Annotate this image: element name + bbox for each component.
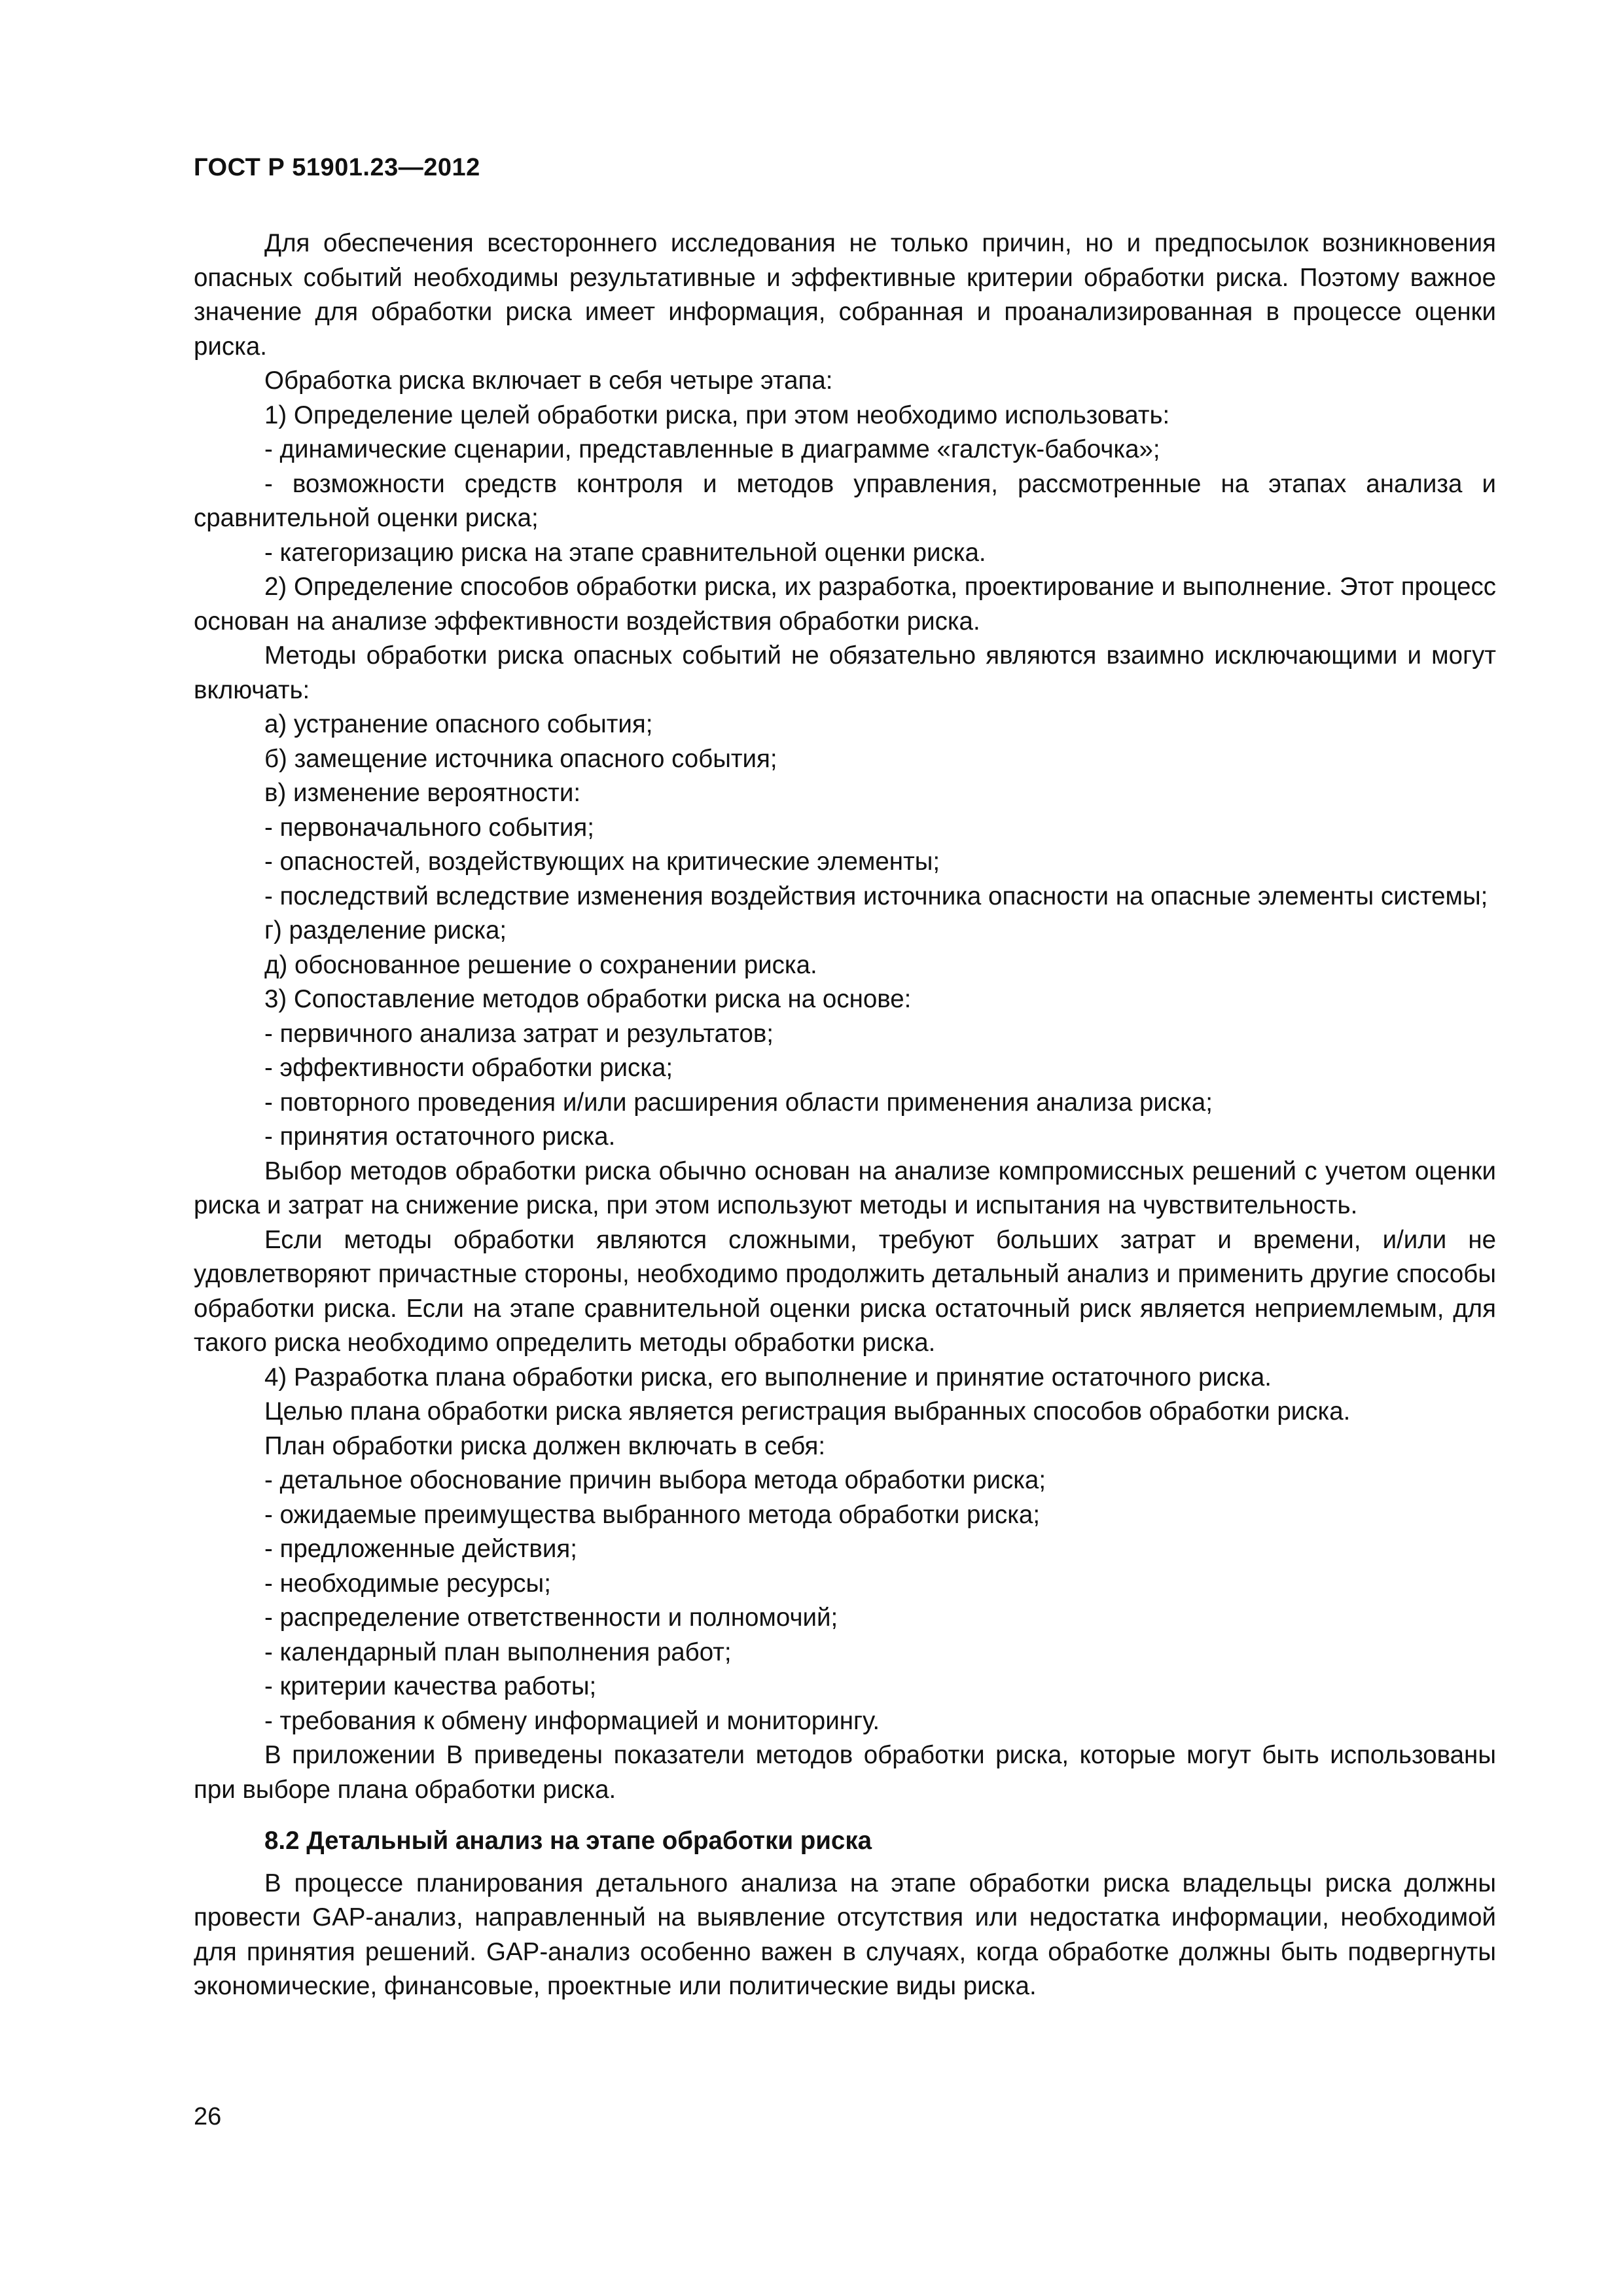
- list-item-stage-1: 1) Определение целей обработки риска, при этом необходимо использовать:: [264, 401, 1170, 429]
- list-item-letter: д) обоснованное решение о сохранении риска.: [264, 950, 817, 979]
- list-item-bullet: - критерии качества работы;: [264, 1672, 597, 1700]
- list-item-bullet: - повторного проведения и/или расширения области применения анализа риска;: [264, 1088, 1213, 1117]
- list-item-letter: г) разделение риска;: [264, 916, 507, 944]
- list-item-bullet: - опасностей, воздействующих на критические элементы;: [264, 848, 940, 876]
- list-item-bullet: - первичного анализа затрат и результатов;: [264, 1019, 774, 1048]
- paragraph-intro: Для обеспечения всестороннего исследования не только причин, но и предпосылок возникновения опасных событий необходимы результативные и эффективные критерии обработки риска. Поэтому важное значение для обработки риска имеет информация, собранная и проанализированная в процессе оценки риска.: [194, 229, 1496, 361]
- list-item-stage-3: 3) Сопоставление методов обработки риска на основе:: [264, 985, 912, 1013]
- list-item-bullet: - возможности средств контроля и методов управления, рассмотренные на этапах анализа и сравнительной оценки риска;: [194, 469, 1496, 532]
- list-item-letter: а) устранение опасного события;: [264, 710, 653, 738]
- list-item-bullet: - принятия остаточного риска.: [264, 1122, 616, 1151]
- list-item-bullet: - эффективности обработки риска;: [264, 1054, 673, 1082]
- paragraph-methods: Методы обработки риска опасных событий не обязательно являются взаимно исключающими и могут включать:: [194, 641, 1496, 704]
- list-item-stage-2: 2) Определение способов обработки риска, их разработка, проектирование и выполнение. Этот процесс основан на анализе эффективности воздействия обработки риска.: [194, 573, 1496, 636]
- list-item-letter: в) изменение вероятности:: [264, 779, 581, 807]
- list-item-bullet: - ожидаемые преимущества выбранного метода обработки риска;: [264, 1500, 1041, 1529]
- list-item-bullet: - требования к обмену информацией и мониторингу.: [264, 1706, 880, 1735]
- list-item-bullet: - детальное обоснование причин выбора метода обработки риска;: [264, 1466, 1046, 1494]
- body-text: [194, 226, 1496, 1807]
- section-heading-8-2: 8.2 Детальный анализ на этапе обработки риска: [264, 1827, 872, 1855]
- list-item-bullet: - календарный план выполнения работ;: [264, 1638, 732, 1666]
- list-item-bullet: - предложенные действия;: [264, 1535, 577, 1563]
- list-item-bullet: - распределение ответственности и полномочий;: [264, 1604, 838, 1632]
- list-item-bullet: - первоначального события;: [264, 813, 594, 842]
- list-item-stage-4: 4) Разработка плана обработки риска, его выполнение и принятие остаточного риска.: [264, 1363, 1272, 1391]
- paragraph-complex-methods: Если методы обработки являются сложными, требуют больших затрат и времени, и/или не удовлетворяют причастные стороны, необходимо продолжить детальный анализ и применить другие способы обработки риска. Если на этапе сравнительной оценки риска остаточный риск является неприемлемым, для такого риска необходимо определить методы обработки риска.: [194, 1225, 1496, 1357]
- document-code-header: ГОСТ Р 51901.23—2012: [194, 154, 480, 181]
- page-number: 26: [194, 2103, 222, 2130]
- list-item-bullet: - динамические сценарии, представленные в диаграмме «галстук-бабочка»;: [264, 435, 1160, 463]
- paragraph-method-selection: Выбор методов обработки риска обычно основан на анализе компромиссных решений с учетом оценки риска и затрат на снижение риска, при этом используют методы и испытания на чувствительность.: [194, 1157, 1496, 1219]
- list-item-bullet: - категоризацию риска на этапе сравнительной оценки риска.: [264, 538, 986, 567]
- paragraph-gap-analysis: В процессе планирования детального анализа на этапе обработки риска владельцы риска должны провести GAP-анализ, направленный на выявление отсутствия или недостатка информации, необходимой для принятия решений. GAP-анализ особенно важен в случаях, когда обработке должны быть подвергнуты экономические, финансовые, проектные или политические виды риска.: [194, 1869, 1496, 2000]
- paragraph-appendix-reference: В приложении В приведены показатели методов обработки риска, которые могут быть использованы при выборе плана обработки риска.: [194, 1741, 1496, 1804]
- paragraph-plan-goal: Целью плана обработки риска является регистрация выбранных способов обработки риска.: [264, 1397, 1351, 1426]
- paragraph-stages-intro: Обработка риска включает в себя четыре этапа:: [264, 367, 833, 395]
- document-page: [194, 151, 1496, 2004]
- list-item-bullet: - последствий вследствие изменения воздействия источника опасности на опасные элементы системы;: [264, 882, 1488, 910]
- list-item-letter: б) замещение источника опасного события;: [264, 744, 777, 773]
- paragraph-plan-contents: План обработки риска должен включать в себя:: [264, 1431, 826, 1460]
- list-item-bullet: - необходимые ресурсы;: [264, 1569, 551, 1598]
